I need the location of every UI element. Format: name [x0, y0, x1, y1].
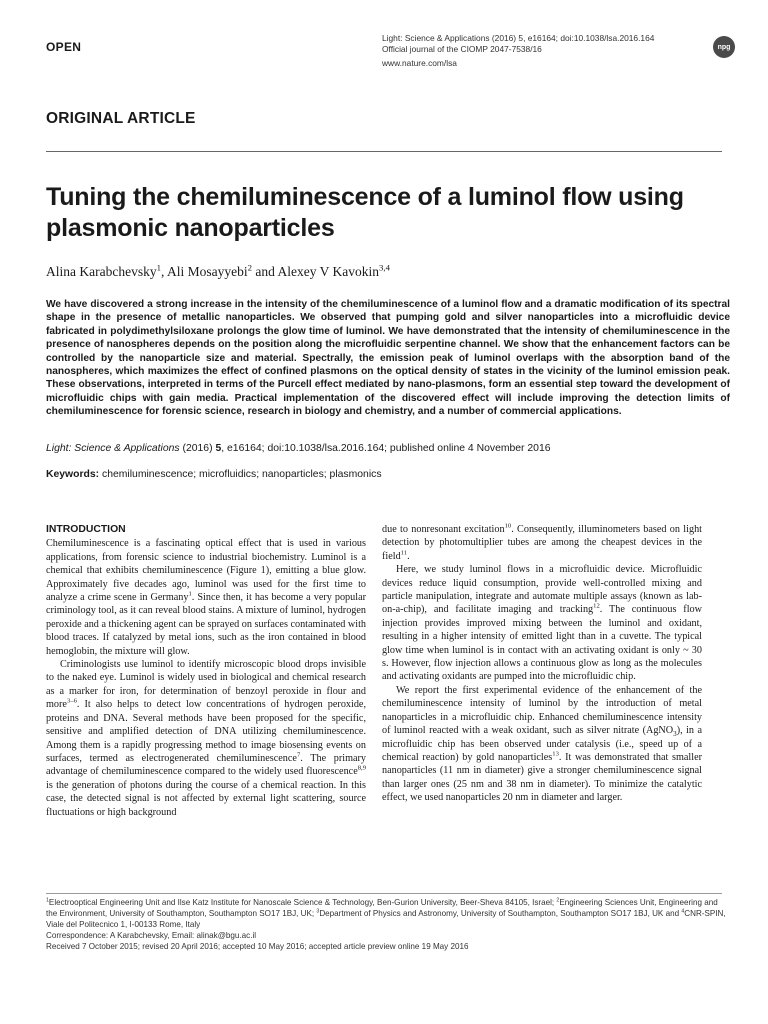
- citation-journal: Light: Science & Applications: [46, 443, 180, 454]
- article-title: Tuning the chemiluminescence of a luminol flow using plasmonic nanoparticles: [46, 183, 684, 242]
- citation-details: , e16164; doi:10.1038/lsa.2016.164; published online 4 November 2016: [221, 443, 551, 454]
- footnote-divider: [46, 893, 722, 894]
- paragraph: Criminologists use luminol to identify microscopic blood drops invisible to the naked eye. Luminol is widely used in biological and chemical research as a marker for iron, for determination of benzoyl peroxide in flour and more$^{3-6}$. It also helps to detect low concentrations of hydrogen peroxide, proteins and DNA. Several methods have been proposed for the specific, sensitive and amplified detection of DNA utilizing chemiluminescence. Among them is a rapidly progressing method to image biosensing events on surfaces, termed as electrogenerated chemiluminescence$^7$. The primary advantage of chemiluminescence compared to the widely used fluorescence$^{8,9}$ is the generation of photons during the course of a chemical reaction. In this case, the detected signal is not affected by external light scattering, source fluctuations or high background: [46, 659, 367, 818]
- footnotes: [46, 897, 730, 952]
- journal-citation-line: Light: Science & Applications (2016) 5, e16164; doi:10.1038/lsa.2016.164: [382, 33, 655, 43]
- paragraph: We report the first experimental evidence of the enhancement of the chemiluminescence intensity of luminol by the introduction of metal nanoparticles in a microfluidic chip. Enhanced chemiluminescence intensity of luminol reacted with a weak oxidant, such as silver nitrate (AgNO$_3$), in a microfluidic chip has been observed under catalysis (i.e., speed up of a chemical reaction) by gold nanoparticles$^{13}$. It was demonstrated that smaller nanoparticles (11 nm in diameter) give a stronger chemiluminescence signal than larger ones (25 nm and 38 nm in diameter). To minimize the catalytic effect, we used nanoparticles 20 nm in diameter and larger.: [382, 684, 702, 804]
- keywords-line: [46, 469, 730, 480]
- correspondence: Correspondence: A Karabchevsky, Email: alinak@bgu.ac.il: [46, 931, 257, 940]
- body-column-right: [382, 523, 702, 805]
- keywords-text: chemiluminescence; microfluidics; nanoparticles; plasmonics: [102, 469, 382, 480]
- introduction-heading: INTRODUCTION: [46, 524, 126, 535]
- author-name: Alina Karabchevsky: [46, 264, 157, 279]
- official-journal-line: Official journal of the CIOMP 2047-7538/16: [382, 44, 542, 54]
- paragraph: Here, we study luminol flows in a microfluidic device. Microfluidic devices reduce liquid consumption, provide well-controlled mixing and particle manipulation, integrate and automate multiple assays (known as lab-on-a-chip), and facilitate imaging and tracking$^{12}$. The continuous flow injection provides improved mixing between the luminol and oxidant, resulting in a higher intensity of emitted light than in a cuvette. The typical glow time when luminol is in contact with an activating oxidant is only ~ 30 s. However, flow injection allows a continuous glow as long as the molecules and activating oxidants are pumped into the microfluidic chip.: [382, 564, 702, 683]
- journal-header: [382, 33, 712, 69]
- paragraph: due to nonresonant excitation$^{10}$. Consequently, illuminometers based on light detection by photomultiplier tubes are among the cheapest devices in the field$^{11}$.: [382, 522, 702, 562]
- author-affiliation-marker: 2: [247, 262, 253, 273]
- author-name: Alexey V Kavokin: [277, 264, 380, 279]
- npg-logo: npg: [713, 36, 735, 58]
- author-list: Alina Karabchevsky$^1$, Ali Mosayyebi$^2$ and Alexey V Kavokin$^{3,4}$: [46, 262, 390, 279]
- article-type-heading: ORIGINAL ARTICLE: [46, 110, 196, 127]
- citation-line: [46, 443, 730, 454]
- open-access-label: OPEN: [46, 40, 82, 54]
- header-divider: [46, 151, 722, 152]
- author-affiliation-marker: 1: [156, 262, 161, 273]
- journal-url[interactable]: www.nature.com/lsa: [382, 58, 457, 68]
- affiliations: $^1$Electrooptical Engineering Unit and Ilse Katz Institute for Nanoscale Science & Technology, Ben-Gurion University, Beer-Sheva 84105, Israel; $^2$Engineering Sciences Unit, Engineering and the Environment, University of Southampton, Southampton SO17 1BJ, UK; $^3$Department of Physics and Astronomy, University of Southampton, Southampton SO17 1BJ, UK and $^4$CNR-SPIN, Viale del Politecnico 1, I-00133 Rome, Italy: [46, 897, 726, 929]
- keywords-label: Keywords:: [46, 469, 100, 480]
- abstract: We have discovered a strong increase in the intensity of the chemiluminescence of a luminol flow and a dramatic modification of its spectral shape in the presence of metallic nanoparticles. We observed that pumping gold and silver nanoparticles into a microfluidic device fabricated in polydimethylsiloxane prolongs the glow time of luminol. We have demonstrated that the intensity of chemiluminescence in the presence of nanospheres depends on the position along the microfluidic serpentine channel. We show that the enhancement factors can be controlled by the nanoparticle size and material. Spectrally, the emission peak of luminol overlaps with the absorption band of the nanospheres, which maximizes the effect of confined plasmons on the optical density of states in the vicinity of the luminol emission peak. These observations, interpreted in terms of the Purcell effect mediated by nano-plasmons, form an essential step toward the development of microfluidic chips with gain media. Practical implementation of the discovered effect will include improving the detection limits of chemiluminescence for forensic science, research in biology and chemistry, and a number of commercial applications.: [46, 299, 730, 418]
- received-dates: Received 7 October 2015; revised 20 April 2016; accepted 10 May 2016; accepted article preview online 19 May 2016: [46, 942, 469, 951]
- author-affiliation-marker: 3,4: [379, 262, 390, 273]
- paragraph: Chemiluminescence is a fascinating optical effect that is used in various applications, from forensic science to industrial biochemistry. Luminol is a chemical that exhibits chemiluminescence (Figure 1), emitting a blue glow. Approximately five decades ago, luminol was used for the first time to analyze a crime scene in Germany$^1$. Since then, it has become a very popular criminology tool, as it can reveal blood stains. A mixture of luminol, hydrogen peroxide and a thickening agent can be sprayed on surfaces contaminated with blood traces. If catalyzed by metal ions, such as the iron contained in blood hemoglobin, the mixture will glow.: [46, 538, 367, 657]
- body-column-left: [46, 523, 366, 819]
- citation-year: (2016): [182, 443, 213, 454]
- author-name: Ali Mosayyebi: [167, 264, 248, 279]
- citation-volume: 5: [215, 443, 222, 454]
